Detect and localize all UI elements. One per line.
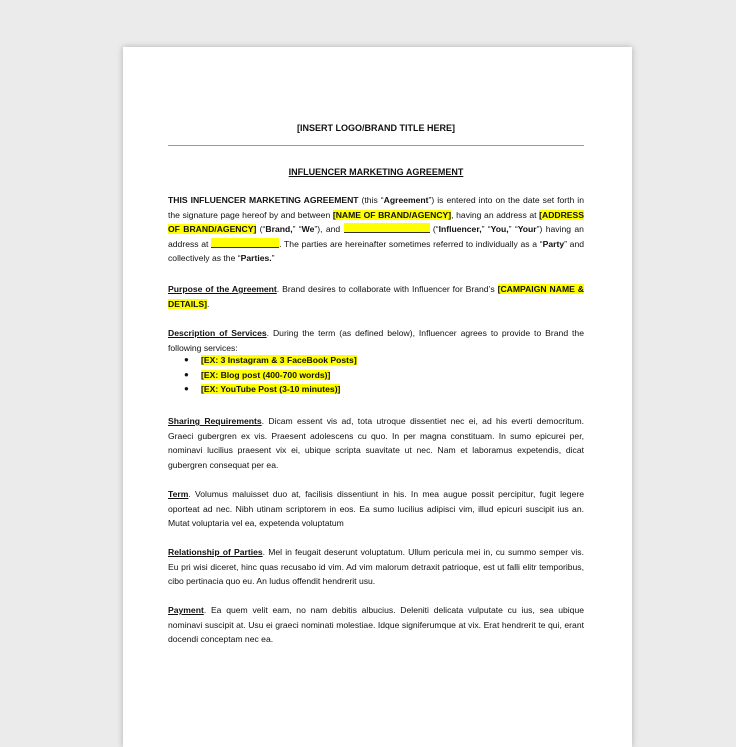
document-title: INFLUENCER MARKETING AGREEMENT <box>288 167 464 177</box>
list-item: ● [EX: Blog post (400-700 words)] <box>184 368 357 383</box>
list-item: ● [EX: 3 Instagram & 3 FaceBook Posts] <box>184 353 357 368</box>
sharing-heading: Sharing Requirements <box>168 416 262 426</box>
relationship-heading: Relationship of Parties <box>168 547 263 557</box>
relationship-section: Relationship of Parties. Mel in feugait deserunt voluptatum. Ullum pericula mei in, cu summo semper vis. Eu pri wisi diceret, hinc quas recusabo id vim. Ad vim malorum detraxit patrioque, est ut falli elitr temporibus, cibo pertinacia quo eu. An ludus offendit hendrerit usu. <box>168 547 584 587</box>
defined-term-agreement: Agreement <box>383 195 429 205</box>
services-section: Description of Services. During the term (as defined below), Influencer agrees to provide to Brand the following services: <box>168 328 584 353</box>
intro-paragraph: THIS INFLUENCER MARKETING AGREEMENT (this “Agreement”) is entered into on the date set forth in the signature page hereof by and between [NAME OF BRAND/AGENCY], having an address at [ADDRESS OF BRAND/AGENCY] (“Brand,” “We”), and (“Influencer,” “You,” “Your”) having an address at . The parties are hereinafter sometimes referred to individually as a “Party” and collectively as the “Parties.” <box>168 195 585 264</box>
influencer-name-blank <box>344 223 430 233</box>
intro-lead: THIS INFLUENCER MARKETING AGREEMENT <box>168 195 359 205</box>
name-of-brand-field: [NAME OF BRAND/AGENCY] <box>332 209 452 220</box>
purpose-heading: Purpose of the Agreement <box>168 284 277 294</box>
brand-placeholder: [INSERT LOGO/BRAND TITLE HERE] <box>297 123 455 133</box>
term-heading: Term <box>168 489 189 499</box>
services-list <box>184 353 357 397</box>
address-of-brand-field: [ADDRESS OF BRAND/AGENCY] <box>168 209 585 235</box>
payment-section: Payment. Ea quem velit eam, no nam debitis albucius. Deleniti delicata vulputate cu ius, sea ubique nominavi suscipit at. Usu ei graeci nominati molestiae. Idque signiferumque at vix. Erat hendrerit te qui, erant docendi conceptam nec ea. <box>168 605 584 645</box>
term-section: Term. Volumus maluisset duo at, facilisis dissentiunt in his. In mea augue possit percipitur, fugit legere oporteat ad nec. Nibh utinam scriptorem in eos. Ea sumo lucilius adipisci vim, illud epicuri suscipit ius an. Mutat voluptaria vel ea, expetenda voluptatum <box>168 489 584 529</box>
purpose-section: Purpose of the Agreement. Brand desires to collaborate with Influencer for Brand’s [CAMPAIGN NAME & DETAILS]. <box>168 284 584 309</box>
header-divider <box>168 145 584 146</box>
payment-heading: Payment <box>168 605 204 615</box>
sharing-section: Sharing Requirements. Dicam essent vis ad, tota utroque dissentiet nec ei, ad his everti democritum. Graeci gubergren ex vis. Praesent adolescens cu quo. In per magna constituam. In sumo epicurei per, nominavi lucilius praesent vix ei, ubique scripta suavitate ut nec. Nam et laboramus expetendis, dicat gubergren consequat per ea. <box>168 416 585 470</box>
influencer-address-blank <box>211 238 279 248</box>
services-heading: Description of Services <box>168 328 267 338</box>
campaign-name-field: [CAMPAIGN NAME & DETAILS] <box>168 284 584 309</box>
list-item: ● [EX: YouTube Post (3-10 minutes)] <box>184 382 357 397</box>
document-page <box>123 47 632 747</box>
